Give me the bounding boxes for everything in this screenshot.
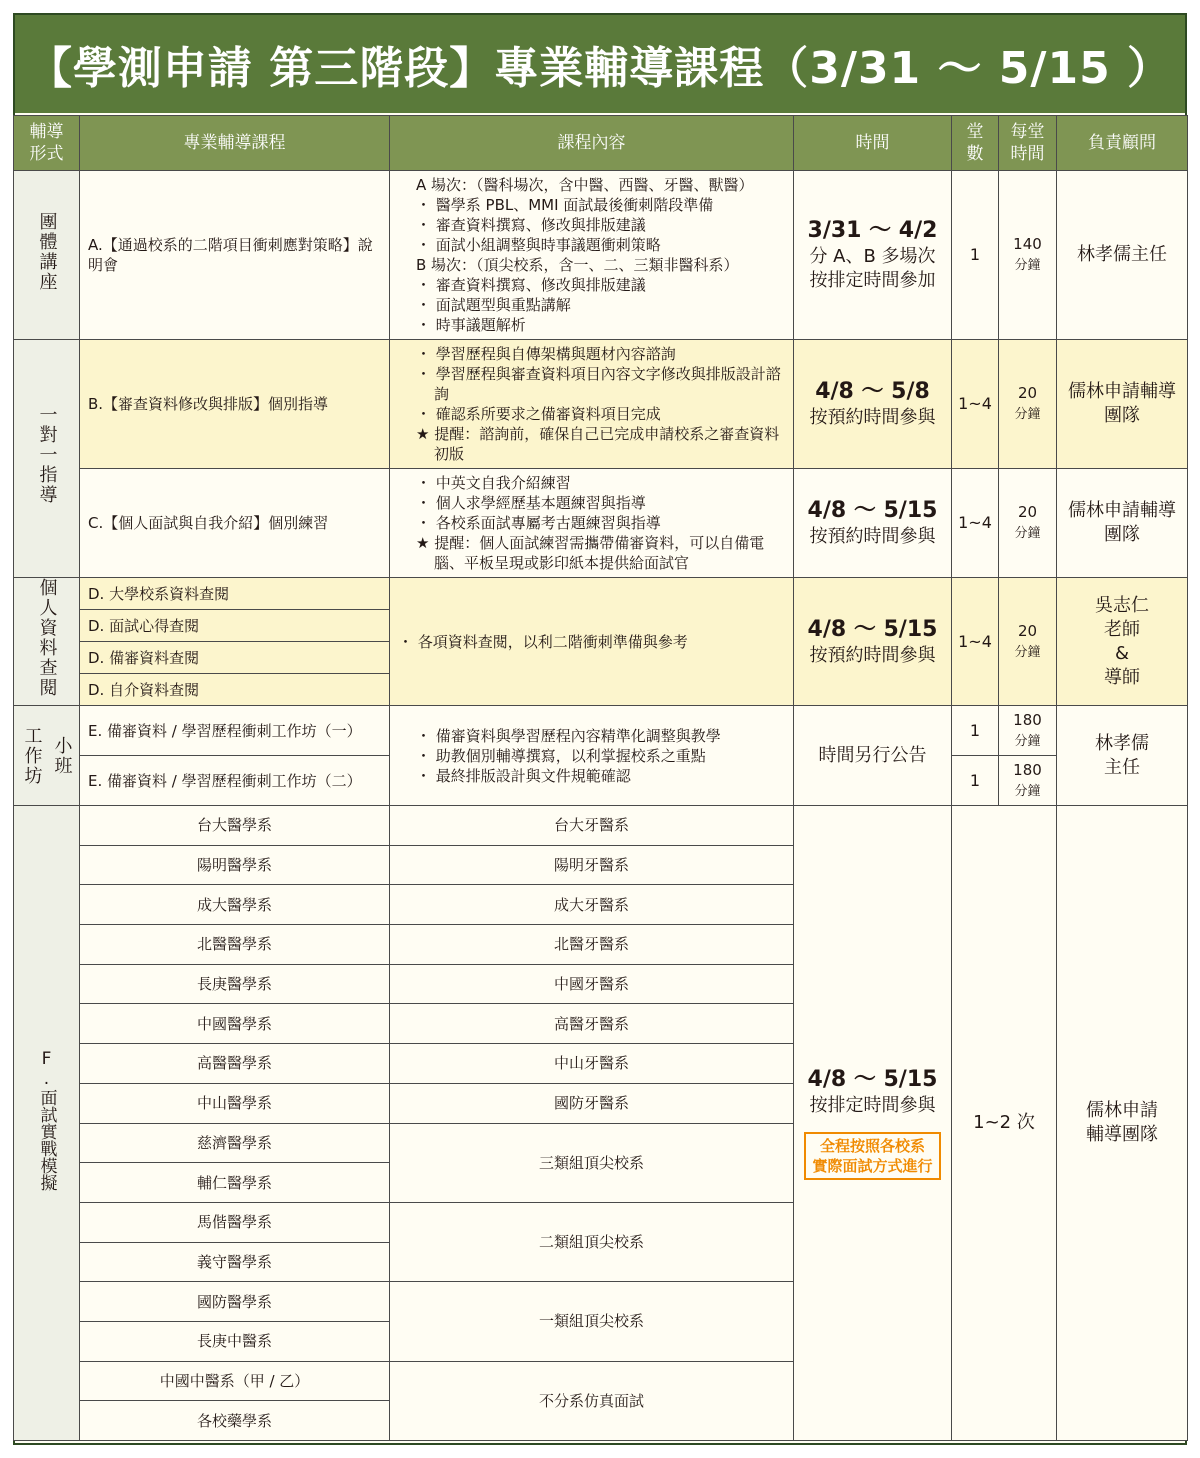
header-row bbox=[14, 116, 1188, 171]
course-e-duration-1 bbox=[999, 706, 1057, 756]
course-c-sessions: 1~4 bbox=[952, 469, 999, 578]
course-b-time-note: 按預約時間參與 bbox=[809, 407, 936, 428]
course-e-content-line: ・ 最終排版設計與文件規範確認 bbox=[416, 766, 631, 785]
mock-department: 長庚醫學系 bbox=[80, 964, 390, 1004]
course-b-duration-unit: 分鐘 bbox=[1014, 407, 1041, 422]
mock-department: 各校藥學系 bbox=[80, 1401, 390, 1441]
header-time: 時間 bbox=[794, 116, 952, 171]
course-a-duration-num: 140 bbox=[1013, 235, 1042, 253]
course-d-date: 4/8 ～ 5/15 bbox=[807, 616, 938, 642]
course-e-duration-2 bbox=[999, 756, 1057, 806]
course-a-duration-unit: 分鐘 bbox=[1014, 258, 1041, 273]
course-d-advisor-3: & bbox=[1114, 642, 1130, 664]
course-c-content-line: ★ 提醒：個人面試練習需攜帶備審資料，可以自備電腦、平板呈現或影印紙本提供給面試官 bbox=[416, 534, 765, 572]
course-e-sessions-2: 1 bbox=[952, 756, 999, 806]
row-e-1 bbox=[14, 706, 1188, 756]
mock-department: 成大醫學系 bbox=[80, 885, 390, 925]
course-c-duration bbox=[999, 469, 1057, 578]
mock-department: 中國醫學系 bbox=[80, 1004, 390, 1044]
course-a-content-line: A 場次：（醫科場次，含中醫、西醫、牙醫、獸醫） bbox=[416, 176, 754, 194]
course-e-advisor bbox=[1057, 706, 1188, 806]
mock-time-note: 按排定時間參與 bbox=[809, 1095, 936, 1116]
course-d-advisor bbox=[1057, 578, 1188, 706]
course-d-advisor-4: 導師 bbox=[1104, 666, 1140, 688]
course-a-time-note2: 按排定時間參加 bbox=[809, 270, 936, 291]
mock-category: 不分系仿真面試 bbox=[390, 1361, 794, 1440]
header-sessions-line: 堂 bbox=[966, 122, 984, 142]
mock-department: 台大醫學系 bbox=[80, 806, 390, 846]
mock-row bbox=[14, 806, 1188, 846]
mock-note-line-2: 實際面試方式進行 bbox=[812, 1157, 933, 1175]
course-d-advisor-1: 吳志仁 bbox=[1095, 594, 1149, 616]
mock-department-right: 北醫牙醫系 bbox=[390, 925, 794, 965]
course-b-content-line: ・ 學習歷程與自傳架構與題材內容諮詢 bbox=[416, 345, 676, 363]
course-a-date: 3/31 ～ 4/2 bbox=[807, 218, 938, 243]
mock-department-right: 陽明牙醫系 bbox=[390, 845, 794, 885]
mock-advisor bbox=[1057, 806, 1188, 1441]
mock-interview-section bbox=[14, 806, 1188, 1441]
course-c-time bbox=[794, 469, 952, 578]
course-b-duration bbox=[999, 340, 1057, 469]
mock-sessions: 1~2 次 bbox=[952, 806, 1057, 1441]
row-b bbox=[14, 340, 1188, 469]
course-b-duration-num: 20 bbox=[1017, 384, 1038, 402]
mock-department: 長庚中醫系 bbox=[80, 1321, 390, 1361]
course-c-time-note: 按預約時間參與 bbox=[809, 526, 936, 547]
course-e-content-line: ・ 助教個別輔導撰寫，以利掌握校系之重點 bbox=[416, 746, 706, 765]
header-form bbox=[14, 116, 80, 171]
course-a-duration bbox=[999, 171, 1057, 340]
workshop-label bbox=[14, 706, 80, 806]
course-a-content-line: ・ 醫學系 PBL、MMI 面試最後衝刺階段準備 bbox=[416, 196, 714, 214]
course-c-name: C.【個人面試與自我介紹】個別練習 bbox=[80, 469, 390, 578]
course-d-duration bbox=[999, 578, 1057, 706]
course-a-content-line: ・ 審查資料撰寫、修改與排版建議 bbox=[416, 216, 646, 234]
row-a bbox=[14, 171, 1188, 340]
course-c-duration-num: 20 bbox=[1017, 503, 1038, 521]
mock-interview-label-text: F.面試實戰模擬 bbox=[36, 1048, 57, 1191]
mock-department-right: 中山牙醫系 bbox=[390, 1044, 794, 1084]
course-b-content bbox=[390, 340, 794, 469]
mock-department: 國防醫學系 bbox=[80, 1282, 390, 1322]
mock-department-right: 高醫牙醫系 bbox=[390, 1004, 794, 1044]
row-d-1 bbox=[14, 578, 1188, 610]
mock-category: 二類組頂尖校系 bbox=[390, 1202, 794, 1281]
course-b-content-line: ・ 學習歷程與審查資料項目內容文字修改與排版設計諮詢 bbox=[416, 365, 781, 403]
group-lecture-label: 團體講座 bbox=[14, 171, 80, 340]
course-d-item-1: D. 大學校系資料查閱 bbox=[80, 578, 390, 610]
mock-department: 北醫醫學系 bbox=[80, 925, 390, 965]
header-content: 課程內容 bbox=[390, 116, 794, 171]
course-e-duration-num-1: 180 bbox=[1013, 710, 1042, 729]
course-d-duration-unit: 分鐘 bbox=[1014, 644, 1041, 660]
header-duration bbox=[999, 116, 1057, 171]
header-duration-line: 時間 bbox=[1010, 144, 1045, 164]
course-d-time-note: 按預約時間參與 bbox=[809, 644, 936, 666]
mock-category: 一類組頂尖校系 bbox=[390, 1282, 794, 1361]
mock-department: 輔仁醫學系 bbox=[80, 1163, 390, 1203]
one-on-one-label: 一對一指導 bbox=[14, 340, 80, 578]
course-a-content bbox=[390, 171, 794, 340]
course-d-item-3: D. 備審資料查閱 bbox=[80, 642, 390, 674]
course-b-time bbox=[794, 340, 952, 469]
course-a-name: A.【通過校系的二階項目衝刺應對策略】說明會 bbox=[80, 171, 390, 340]
personal-review-label: 個人資料查閱 bbox=[14, 578, 80, 706]
course-a-time bbox=[794, 171, 952, 340]
course-a-content-line: ・ 審查資料撰寫、修改與排版建議 bbox=[416, 276, 646, 294]
course-e-duration-num-2: 180 bbox=[1013, 760, 1042, 779]
header-advisor: 負責顧問 bbox=[1057, 116, 1188, 171]
header-form-line: 輔導 bbox=[29, 122, 64, 142]
course-a-time-note1: 分 A、B 多場次 bbox=[809, 246, 936, 267]
mock-advisor-1: 儒林申請 bbox=[1086, 1100, 1158, 1121]
course-a-content-line: B 場次：（頂尖校系，含一、二、三類非醫科系） bbox=[416, 256, 739, 274]
course-a-sessions: 1 bbox=[952, 171, 999, 340]
mock-note-box bbox=[804, 1132, 940, 1180]
course-a-content-line: ・ 面試題型與重點講解 bbox=[416, 296, 571, 314]
course-e-time: 時間另行公告 bbox=[794, 706, 952, 806]
course-b-date: 4/8 ～ 5/8 bbox=[815, 379, 930, 404]
course-a-content-line: ・ 時事議題解析 bbox=[416, 316, 526, 334]
course-c-content-line: ・ 各校系面試專屬考古題練習與指導 bbox=[416, 514, 661, 532]
course-table bbox=[13, 115, 1188, 1441]
mock-date: 4/8 ～ 5/15 bbox=[807, 1067, 938, 1092]
mock-department: 陽明醫學系 bbox=[80, 845, 390, 885]
course-e-sessions-1: 1 bbox=[952, 706, 999, 756]
course-e-advisor-1: 林孝儒 bbox=[1095, 732, 1149, 754]
header-form-line: 形式 bbox=[29, 144, 64, 164]
workshop-label-a: 小班 bbox=[51, 735, 73, 776]
course-c-date: 4/8 ～ 5/15 bbox=[807, 498, 938, 523]
mock-time bbox=[794, 806, 952, 1441]
course-b-content-line: ・ 確認系所要求之備審資料項目完成 bbox=[416, 405, 661, 423]
mock-department: 高醫醫學系 bbox=[80, 1044, 390, 1084]
header-duration-line: 每堂 bbox=[1010, 122, 1045, 142]
mock-department: 義守醫學系 bbox=[80, 1242, 390, 1282]
header-course: 專業輔導課程 bbox=[80, 116, 390, 171]
course-e-item-1: E. 備審資料 / 學習歷程衝刺工作坊（一） bbox=[80, 706, 390, 756]
course-e-duration-unit-2: 分鐘 bbox=[1014, 783, 1041, 799]
mock-department: 慈濟醫學系 bbox=[80, 1123, 390, 1163]
course-c-content bbox=[390, 469, 794, 578]
mock-note-line-1: 全程按照各校系 bbox=[819, 1137, 925, 1155]
course-c-content-line: ・ 個人求學經歷基本題練習與指導 bbox=[416, 494, 646, 512]
course-c-advisor: 儒林申請輔導團隊 bbox=[1057, 469, 1188, 578]
course-a-content-line: ・ 面試小組調整與時事議題衝刺策略 bbox=[416, 236, 661, 254]
course-d-time bbox=[794, 578, 952, 706]
mock-advisor-2: 輔導團隊 bbox=[1086, 1124, 1158, 1145]
course-d-content: ・ 各項資料查閱，以利二階衝刺準備與參考 bbox=[390, 578, 794, 706]
header-sessions bbox=[952, 116, 999, 171]
course-b-name: B.【審查資料修改與排版】個別指導 bbox=[80, 340, 390, 469]
mock-department: 中山醫學系 bbox=[80, 1083, 390, 1123]
workshop-label-b: 工作坊 bbox=[21, 725, 43, 786]
header-sessions-line: 數 bbox=[966, 144, 984, 164]
mock-department-right: 國防牙醫系 bbox=[390, 1083, 794, 1123]
course-d-item-4: D. 自介資料查閱 bbox=[80, 674, 390, 706]
course-b-sessions: 1~4 bbox=[952, 340, 999, 469]
course-e-content-line: ・ 備審資料與學習歷程內容精準化調整與教學 bbox=[416, 726, 721, 745]
mock-interview-label bbox=[14, 806, 80, 1441]
course-c-content-line: ・ 中英文自我介紹練習 bbox=[416, 474, 571, 492]
mock-department-right: 台大牙醫系 bbox=[390, 806, 794, 846]
page-title: 【學測申請 第三階段】專業輔導課程（3/31 ～ 5/15 ） bbox=[15, 15, 1185, 113]
course-e-duration-unit-1: 分鐘 bbox=[1014, 733, 1041, 749]
course-d-advisor-2: 老師 bbox=[1104, 618, 1140, 640]
course-a-advisor: 林孝儒主任 bbox=[1057, 171, 1188, 340]
mock-department: 馬偕醫學系 bbox=[80, 1202, 390, 1242]
course-c-duration-unit: 分鐘 bbox=[1014, 526, 1041, 541]
course-d-duration-num: 20 bbox=[1017, 621, 1038, 640]
course-b-content-line: ★ 提醒：諮詢前，確保自己已完成申請校系之審查資料初版 bbox=[416, 425, 780, 463]
course-e-content bbox=[390, 706, 794, 806]
mock-department-right: 中國牙醫系 bbox=[390, 964, 794, 1004]
mock-department-right: 成大牙醫系 bbox=[390, 885, 794, 925]
row-c bbox=[14, 469, 1188, 578]
course-d-item-2: D. 面試心得查閱 bbox=[80, 610, 390, 642]
course-e-advisor-2: 主任 bbox=[1104, 756, 1140, 778]
course-d-sessions: 1~4 bbox=[952, 578, 999, 706]
course-b-advisor: 儒林申請輔導團隊 bbox=[1057, 340, 1188, 469]
mock-department: 中國中醫系（甲 / 乙） bbox=[80, 1361, 390, 1401]
mock-category: 三類組頂尖校系 bbox=[390, 1123, 794, 1202]
course-e-item-2: E. 備審資料 / 學習歷程衝刺工作坊（二） bbox=[80, 756, 390, 806]
